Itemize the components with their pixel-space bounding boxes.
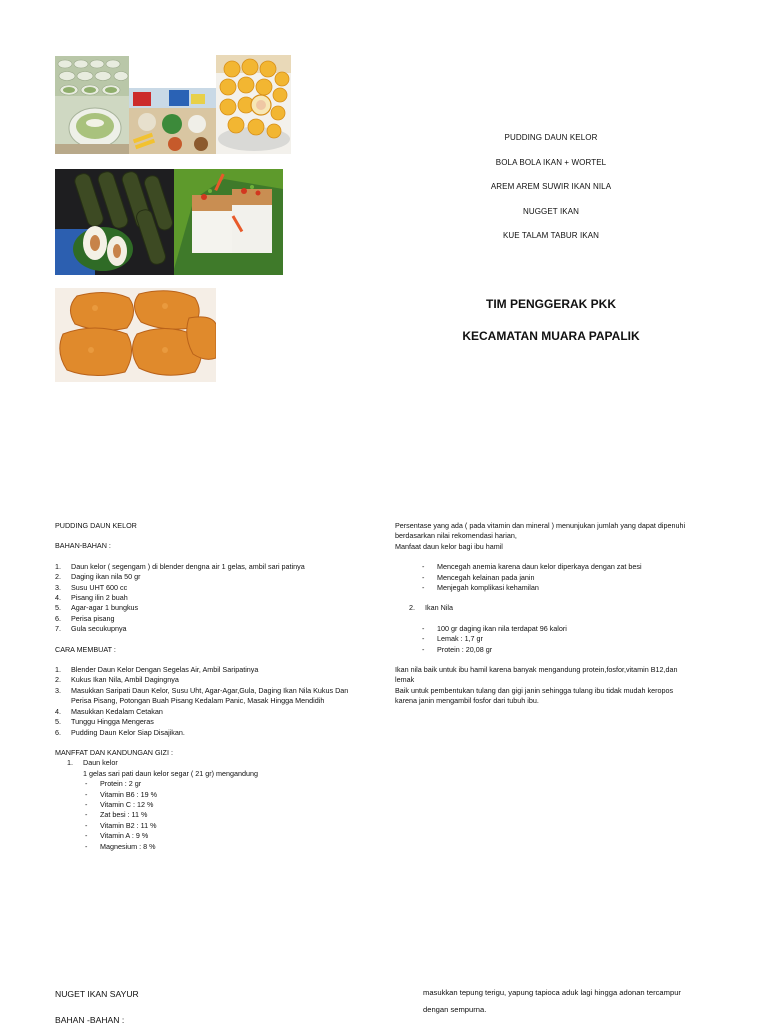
list-item: 5. Agar-agar 1 bungkus bbox=[55, 603, 139, 613]
ingredients-heading: BAHAN-BAHAN : bbox=[55, 541, 111, 551]
photo-arem-arem bbox=[55, 169, 174, 275]
list-item: 2. Daging ikan nila 50 gr bbox=[55, 572, 141, 582]
recipe-title: PUDDING DAUN KELOR bbox=[55, 521, 137, 530]
photo-ingredients bbox=[129, 88, 216, 154]
menu-list bbox=[420, 126, 682, 249]
org-subtitle: KECAMATAN MUARA PAPALIK bbox=[462, 329, 640, 343]
photo-nuggets bbox=[55, 288, 216, 382]
list-item: 5. Tunggu Hingga Mengeras bbox=[55, 717, 154, 727]
list-item: 7. Gula secukupnya bbox=[55, 624, 127, 634]
org-title: TIM PENGGERAK PKK bbox=[485, 297, 616, 311]
list-item: 6. Pudding Daun Kelor Siap Disajikan. bbox=[55, 727, 185, 737]
list-item: 3. Masukkan Saripati Daun Kelor, Susu Uht, Agar-Agar,Gula, Daging Ikan Nila Kukus Dan Perisa Pisang, Potongan Buah Pisang Kedalam Panic, Masak Hingga Mendidih bbox=[55, 685, 349, 706]
intro-line: Manfaat daun kelor bagi ibu hamil bbox=[395, 541, 503, 551]
list-item: - Vitamin C : 12 % bbox=[85, 799, 154, 809]
list-item: - Protein : 20,08 gr bbox=[422, 644, 493, 654]
benefit-intro: 1 gelas sari pati daun kelor segar ( 21 gr) mengandung bbox=[83, 768, 259, 778]
recipe-column-right bbox=[395, 521, 720, 707]
list-item: - Protein : 2 gr bbox=[85, 779, 142, 789]
menu-item: KUE TALAM TABUR IKAN bbox=[502, 231, 600, 240]
menu-item: NUGGET IKAN bbox=[522, 206, 580, 216]
kelor-benefit-list bbox=[395, 562, 720, 593]
next-method-line: dengan sempurna. bbox=[423, 1005, 487, 1014]
nila-fact-list bbox=[395, 624, 720, 655]
list-item: - Vitamin B6 : 19 % bbox=[85, 789, 157, 799]
benefit-list bbox=[55, 758, 367, 852]
method-heading: CARA MEMBUAT : bbox=[55, 644, 116, 654]
list-item: 2. Kukus Ikan Nila, Ambil Dagingnya bbox=[55, 675, 179, 685]
list-item: 4. Pisang ilin 2 buah bbox=[55, 593, 128, 603]
next-ingredients-heading: BAHAN -BAHAN : bbox=[55, 1015, 125, 1024]
closing-line: Baik untuk pembentukan tulang dan gigi janin sehingga tulang ibu tidak mudah keropos bbox=[395, 685, 674, 695]
menu-item: BOLA BOLA IKAN + WORTEL bbox=[495, 157, 607, 167]
photo-pudding-cups bbox=[55, 56, 129, 154]
menu-item: AREM AREM SUWIR IKAN NILA bbox=[490, 182, 612, 191]
closing-line: karena janin mengambil fosfor dari tubuh ibu. bbox=[395, 696, 539, 706]
recipe-column-left bbox=[55, 521, 367, 852]
next-method-line: masukkan tepung terigu, yapung tapioca aduk lagi hingga adonan tercampur bbox=[423, 988, 681, 997]
list-item: 1. Daun kelor ( segengam ) di blender dengna air 1 gelas, ambil sari patinya bbox=[55, 561, 305, 571]
intro-line: Persentase yang ada ( pada vitamin dan mineral ) menunjukan jumlah yang dapat dipenuhi bbox=[395, 521, 686, 530]
method-list bbox=[55, 665, 367, 738]
closing-line: Ikan nila baik untuk ibu hamil karena banyak mengandung protein,fosfor,vitamin B12,dan bbox=[395, 665, 678, 675]
list-item: - Magnesium : 8 % bbox=[85, 841, 156, 851]
nutrient-list bbox=[83, 779, 367, 852]
next-recipe-title: NUGET IKAN SAYUR bbox=[55, 989, 139, 999]
list-item: 2. Ikan Nila bbox=[409, 603, 453, 613]
list-item: - Mencegah anemia karena daun kelor diperkaya dengan zat besi bbox=[422, 562, 642, 572]
list-item: - Lemak : 1,7 gr bbox=[422, 634, 483, 644]
list-item: - Vitamin A : 9 % bbox=[85, 831, 149, 841]
list-item: - Menjegah komplikasi kehamilan bbox=[422, 583, 539, 593]
list-item: 6. Perisa pisang bbox=[55, 613, 115, 623]
closing-line: lemak bbox=[395, 675, 415, 685]
intro-line: berdasarkan nilai rekomendasi harian, bbox=[395, 531, 517, 541]
list-item: - 100 gr daging ikan nila terdapat 96 kalori bbox=[422, 623, 567, 633]
list-item: 1. Daun kelor bbox=[67, 758, 118, 768]
list-item: - Zat besi : 11 % bbox=[85, 810, 148, 820]
photo-kue-talam bbox=[174, 169, 283, 275]
list-item: 4. Masukkan Kedalam Cetakan bbox=[55, 706, 163, 716]
list-item: - Vitamin B2 : 11 % bbox=[85, 820, 157, 830]
benefit-heading: MANFFAT DAN KANDUNGAN GIZI : bbox=[55, 747, 173, 757]
list-item: 3. Susu UHT 600 cc bbox=[55, 582, 128, 592]
ingredients-list bbox=[55, 562, 367, 635]
menu-item: PUDDING DAUN KELOR bbox=[504, 133, 598, 142]
list-item: 1. Blender Daun Kelor Dengan Segelas Air, Ambil Saripatinya bbox=[55, 665, 259, 675]
list-item: - Mencegah kelainan pada janin bbox=[422, 572, 535, 582]
photo-fish-balls bbox=[216, 55, 291, 154]
